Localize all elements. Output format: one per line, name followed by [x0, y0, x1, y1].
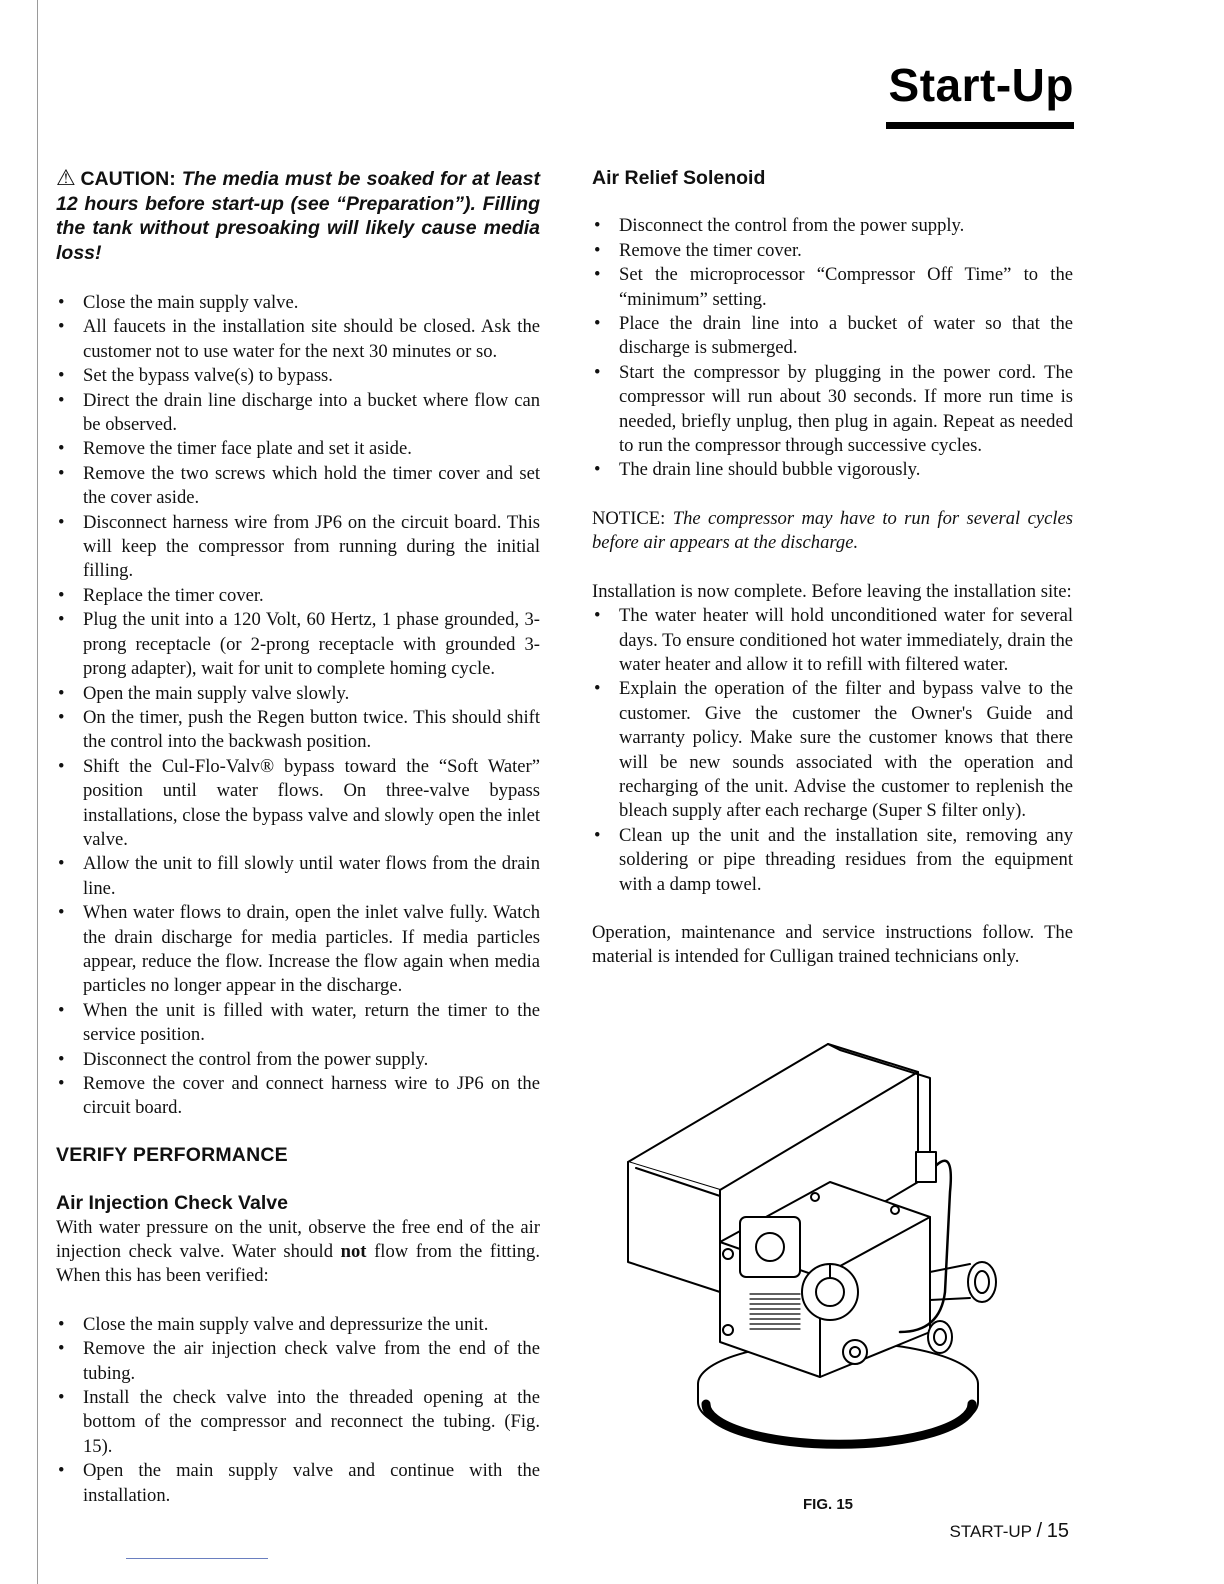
page-title: Start-Up [888, 59, 1074, 111]
fig-15-compressor-illustration [600, 1032, 1020, 1482]
list-item: • Remove the timer cover. [592, 239, 1073, 263]
list-item: • Allow the unit to fill slowly until water flows from the drain line. [56, 852, 540, 901]
list-item: • Remove the cover and connect harness wire to JP6 on the circuit board. [56, 1072, 540, 1121]
page-number: 15 [1046, 1520, 1069, 1542]
right-column [592, 166, 1073, 970]
list-item: • When the unit is filled with water, return the timer to the service position. [56, 999, 540, 1048]
notice-text: The compressor may have to run for several cycles before air appears at the discharge. [592, 507, 1073, 554]
bottom-rule [126, 1558, 268, 1559]
caution-text: The media must be soaked for at least 12 hours before start-up (see “Preparation”). Filling the tank without presoaking will likely cause media loss! [56, 168, 540, 264]
list-item: • Set the microprocessor “Compressor Off Time” to the “minimum” setting. [592, 263, 1073, 312]
list-item: • Remove the air injection check valve from the end of the tubing. [56, 1337, 540, 1386]
list-item: • Plug the unit into a 120 Volt, 60 Hertz, 1 phase grounded, 3-prong receptacle (or 2-prong receptacle with grounded 3-prong adapter), wait for unit to complete homing cycle. [56, 608, 540, 681]
air-injection-heading: Air Injection Check Valve [56, 1192, 288, 1215]
list-item: • Open the main supply valve and continue with the installation. [56, 1459, 540, 1508]
list-item: • Replace the timer cover. [56, 584, 540, 608]
figure-caption: FIG. 15 [803, 1496, 854, 1513]
left-column [56, 166, 540, 1508]
list-item: • Remove the two screws which hold the timer cover and set the cover aside. [56, 462, 540, 511]
list-item: • Shift the Cul-Flo-Valv® bypass toward the “Soft Water” position until water flows. On three-valve bypass installations, close the bypass valve and slowly open the inlet valve. [56, 755, 540, 853]
list-item: • Disconnect the control from the power supply. [56, 1048, 540, 1072]
warning-triangle-icon: ⚠ [56, 165, 77, 190]
list-item: • Install the check valve into the threaded opening at the bottom of the compressor and reconnect the tubing. (Fig. 15). [56, 1386, 540, 1459]
startup-steps-list [56, 291, 540, 1121]
intro-text-end: flow from the fitting. When this has been verified: [56, 1241, 540, 1287]
list-item: • Clean up the unit and the installation site, removing any soldering or pipe threading residues from the equipment with a damp towel. [592, 824, 1073, 897]
spacer [56, 1289, 540, 1313]
list-item: • All faucets in the installation site should be closed. Ask the customer not to use water for the next 30 minutes or so. [56, 315, 540, 364]
caution-block [56, 166, 540, 265]
spacer [592, 556, 1073, 580]
spacer [592, 483, 1073, 507]
spacer [592, 897, 1073, 921]
air-injection-steps-list [56, 1313, 540, 1508]
intro-emphasis: not [340, 1241, 367, 1263]
list-item: • The drain line should bubble vigorously. [592, 458, 1073, 482]
page-footer [950, 1520, 1069, 1543]
air-relief-heading: Air Relief Solenoid [592, 167, 766, 189]
completion-steps-list [592, 604, 1073, 897]
list-item: • Close the main supply valve and depressurize the unit. [56, 1313, 540, 1337]
list-item: • Disconnect the control from the power supply. [592, 214, 1073, 238]
list-item: • Close the main supply valve. [56, 291, 540, 315]
closing-paragraph: Operation, maintenance and service instructions follow. The material is intended for Culligan trained technicians only. [592, 921, 1073, 968]
list-item: • Set the bypass valve(s) to bypass. [56, 364, 540, 388]
air-injection-intro [56, 1216, 540, 1289]
list-item: • Start the compressor by plugging in the power cord. The compressor will run about 30 seconds. If more run time is needed, briefly unplug, then plug in again. Repeat as needed to run the compressor through successive cycles. [592, 361, 1073, 459]
air-relief-steps-list [592, 214, 1073, 482]
list-item: • On the timer, push the Regen button twice. This should shift the control into the backwash position. [56, 706, 540, 755]
scan-edge-line [37, 0, 38, 1584]
list-item: • When water flows to drain, open the inlet valve fully. Watch the drain discharge for media particles. If media particles appear, reduce the flow. Increase the flow again when media particles no longer appear in the discharge. [56, 901, 540, 999]
list-item: • Remove the timer face plate and set it aside. [56, 437, 540, 461]
title-rule [886, 122, 1074, 129]
list-item: • Explain the operation of the filter and bypass valve to the customer. Give the customer the Owner's Guide and warranty policy. Make sure the customer knows that there will be new sounds associated with the operation and recharging of the unit. Advise the customer to replenish the bleach supply after each recharge (Super S filter only). [592, 677, 1073, 823]
notice-label: NOTICE: [592, 507, 666, 529]
notice-paragraph [592, 507, 1073, 556]
verify-performance-heading: VERIFY PERFORMANCE [56, 1143, 288, 1166]
list-item: • Open the main supply valve slowly. [56, 682, 540, 706]
footer-separator: / [1036, 1520, 1043, 1542]
list-item: • Disconnect harness wire from JP6 on the circuit board. This will keep the compressor from running during the initial filling. [56, 511, 540, 584]
list-item: • Place the drain line into a bucket of water so that the discharge is submerged. [592, 312, 1073, 361]
footer-section: START-UP [949, 1522, 1032, 1541]
list-item: • The water heater will hold unconditioned water for several days. To ensure conditioned hot water immediately, drain the water heater and allow it to refill with filtered water. [592, 604, 1073, 677]
list-item: • Direct the drain line discharge into a bucket where flow can be observed. [56, 389, 540, 438]
intro-text-start: With water pressure on the unit, observe the free end of the air injection check valve. Water should [56, 1216, 540, 1263]
completion-intro: Installation is now complete. Before leaving the installation site: [592, 580, 1072, 602]
caution-label: CAUTION: [80, 168, 176, 190]
